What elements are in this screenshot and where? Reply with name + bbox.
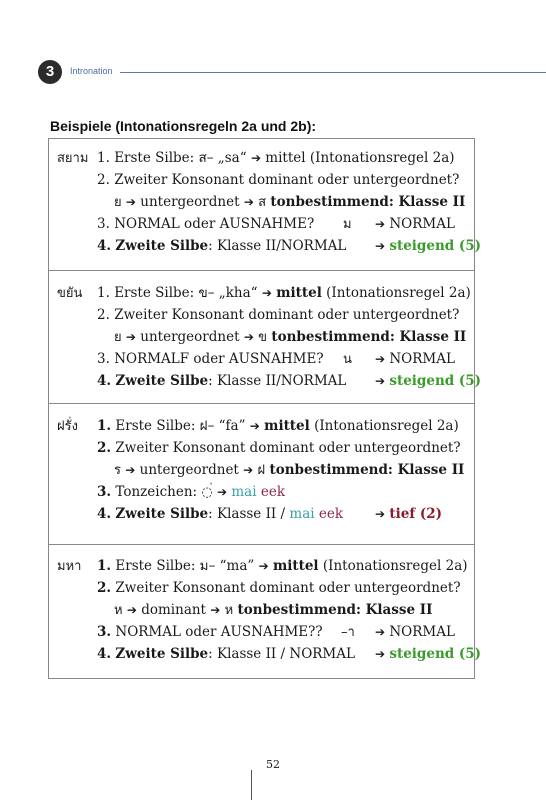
arrow-icon: ➔: [375, 239, 386, 253]
arrow-icon: ➔: [375, 507, 386, 521]
arrow-icon: ➔: [375, 647, 386, 661]
example-row: [57, 150, 88, 167]
divider: [49, 270, 474, 271]
arrow-icon: ➔: [126, 603, 137, 617]
arrow-icon: ➔: [125, 463, 136, 477]
examples-table: [48, 138, 482, 679]
step-line: 4. Zweite Silbe: Klasse II/NORMAL: [97, 373, 347, 389]
step-line: 4. Zweite Silbe: Klasse II / mai eek: [97, 506, 344, 522]
arrow-icon: ➔: [249, 419, 260, 433]
arrow-icon: ➔: [375, 217, 386, 231]
step-line: ➔ tief (2): [375, 506, 442, 522]
step-line: 1. Erste Silbe: ฝ– “fa” ➔ mittel (Intonationsregel 2a): [97, 418, 459, 434]
step-line: 4. Zweite Silbe: Klasse II/NORMAL: [97, 238, 347, 254]
step-line: 2. Zweiter Konsonant dominant oder untergeordnet?: [97, 580, 461, 596]
thai-word: มหา: [57, 559, 82, 574]
step-line: ➔ steigend (5): [375, 238, 482, 254]
chapter-header: [38, 58, 546, 88]
arrow-icon: ➔: [375, 374, 386, 388]
step-line: ร ➔ untergeordnet ➔ ฝ tonbestimmend: Klasse II: [114, 462, 465, 478]
step-line: 2. Zweiter Konsonant dominant oder untergeordnet?: [97, 307, 460, 323]
thai-word: ฝรั่ง: [57, 419, 78, 434]
step-line: 2. Zweiter Konsonant dominant oder untergeordnet?: [97, 172, 460, 188]
arrow-icon: ➔: [125, 195, 136, 209]
step-line: ➔ NORMAL: [375, 216, 455, 232]
header-rule: [120, 72, 546, 73]
step-line: 1. Erste Silbe: ม– “ma” ➔ mittel (Intonationsregel 2a): [97, 558, 468, 574]
arrow-icon: ➔: [125, 330, 136, 344]
arrow-icon: ➔: [250, 151, 261, 165]
chapter-number-badge: 3: [38, 60, 62, 84]
step-line: 4. Zweite Silbe: Klasse II / NORMAL: [97, 646, 355, 662]
step-line: ➔ NORMAL: [375, 624, 455, 640]
step-line: 3. NORMAL oder AUSNAHME??: [97, 624, 323, 640]
step-line: ม: [343, 217, 352, 232]
divider: [49, 544, 474, 545]
step-line: 3. NORMAL oder AUSNAHME?: [97, 216, 315, 232]
step-line: ➔ steigend (5): [375, 373, 482, 389]
step-line: ย ➔ untergeordnet ➔ ข tonbestimmend: Klasse II: [114, 329, 467, 345]
step-line: 2. Zweiter Konsonant dominant oder untergeordnet?: [97, 440, 461, 456]
arrow-icon: ➔: [243, 330, 254, 344]
thai-word: สยาม: [57, 151, 89, 166]
step-line: 1. Erste Silbe: ข– „kha“ ➔ mittel (Intonationsregel 2a): [97, 285, 471, 301]
arrow-icon: ➔: [258, 559, 269, 573]
step-line: ห ➔ dominant ➔ ห tonbestimmend: Klasse II: [114, 602, 433, 618]
arrow-icon: ➔: [243, 463, 254, 477]
arrow-icon: ➔: [217, 485, 228, 499]
example-row: [57, 285, 82, 302]
chapter-title: Intronation: [70, 66, 113, 76]
page-number: 52: [266, 758, 280, 771]
step-line: 3. NORMALF oder AUSNAHME?: [97, 351, 324, 367]
step-line: 3. Tonzeichen: ◌่ ➔ mai eek: [97, 484, 286, 500]
step-line: –า: [341, 625, 355, 640]
divider: [49, 403, 474, 404]
step-line: ➔ steigend (5): [375, 646, 482, 662]
arrow-icon: ➔: [375, 625, 386, 639]
page-rule: [251, 770, 252, 800]
example-row: [57, 418, 78, 435]
arrow-icon: ➔: [261, 286, 272, 300]
step-line: 1. Erste Silbe: ส– „sa“ ➔ mittel (Intonationsregel 2a): [97, 150, 455, 166]
thai-word: ขยัน: [57, 286, 83, 301]
example-row: [57, 558, 81, 575]
step-line: น: [343, 352, 352, 367]
arrow-icon: ➔: [375, 352, 386, 366]
step-line: ➔ NORMAL: [375, 351, 455, 367]
arrow-icon: ➔: [243, 195, 254, 209]
section-title: Beispiele (Intonationsregeln 2a und 2b):: [50, 118, 317, 134]
arrow-icon: ➔: [210, 603, 221, 617]
step-line: ย ➔ untergeordnet ➔ ส tonbestimmend: Klasse II: [114, 194, 466, 210]
